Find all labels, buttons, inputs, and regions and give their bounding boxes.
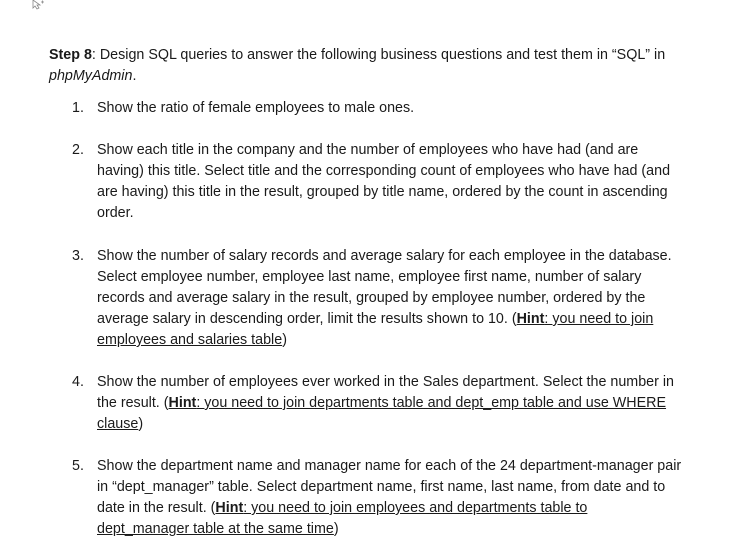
item-text: Show the ratio of female employees to male ones. xyxy=(97,100,415,116)
item-number: 5. xyxy=(72,458,84,474)
item-number: 1. xyxy=(72,100,84,116)
hint-text: : you need to join departments table and dept_emp table and use WHERE clause xyxy=(97,395,667,432)
item-number: 4. xyxy=(72,374,84,390)
hint-label: Hint xyxy=(168,395,197,411)
item-text: Show each title in the company and the number of employees who have had (and are having) this title. Select title and the corresponding count of employees who have had (and are having) this title in the result, grouped by title name, ordered by the count in ascending order. xyxy=(97,142,671,221)
step-heading: Step 8: Design SQL queries to answer the following business questions and test them in “SQL” in phpMyAdmin. xyxy=(49,47,666,84)
step-tool: phpMyAdmin xyxy=(49,68,133,84)
cursor-icon xyxy=(32,0,46,10)
item-text: Show the department name and manager name for each of the 24 department-manager pair in “dept_manager” table. Select department name, first name, last name, from date and to date in the result. (Hint: you need to join employees and departments table to dept_manager table at the same time) xyxy=(97,458,682,537)
hint-label: Hint xyxy=(215,500,244,516)
item-number: 3. xyxy=(72,248,84,264)
item-number: 2. xyxy=(72,142,84,158)
hint-label: Hint xyxy=(516,311,545,327)
step-text: Design SQL queries to answer the following business questions and test them in “SQL” in xyxy=(99,47,666,63)
hint-text: : you need to join employees and departments table to dept_manager table at the same time xyxy=(97,500,588,537)
hint-text: : you need to join employees and salaries table xyxy=(97,311,654,348)
step-label: Step 8 xyxy=(49,47,92,63)
item-text: Show the number of employees ever worked in the Sales department. Select the number in the result. (Hint: you need to join departments table and dept_emp table and use WHERE clause) xyxy=(97,374,674,432)
item-text: Show the number of salary records and average salary for each employee in the database. Select employee number, employee last name, employee first name, number of salary records and average salary in the result, grouped by employee number, ordered by the average salary in descending order, limit the results shown to 10. (Hint: you need to join employees and salaries table) xyxy=(97,248,672,348)
